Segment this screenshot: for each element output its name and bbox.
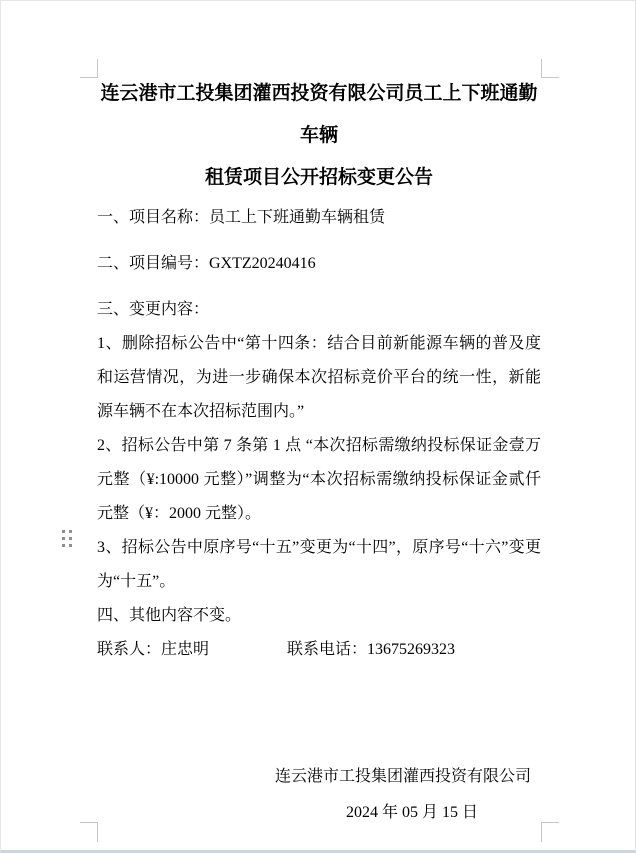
crop-mark-bottom-right-icon (541, 822, 559, 842)
crop-mark-top-left-icon (80, 59, 98, 78)
project-name-line: 一、项目名称：员工上下班通勤车辆租赁 (97, 209, 386, 226)
contact-phone: 联系电话：13675269323 (287, 641, 456, 658)
signature-block (97, 759, 541, 831)
document-body (97, 201, 541, 667)
document-content (97, 1, 541, 831)
title-line-1: 连云港市工投集团灌西投资有限公司员工上下班通勤车辆 (100, 83, 538, 146)
other-content-line: 四、其他内容不变。 (97, 607, 242, 624)
signature-date: 2024 年 05 月 15 日 (345, 804, 478, 821)
contact-line (97, 633, 541, 667)
document-title (97, 73, 541, 199)
project-number-line: 二、项目编号：GXTZ20240416 (97, 255, 316, 272)
change-item-3: 3、招标公告中原序号“十五”变更为“十四”，原序号“十六”变更为“十五”。 (97, 539, 541, 590)
contact-person: 联系人：庄忠明 (97, 641, 210, 658)
drag-handle-icon[interactable] (62, 530, 72, 547)
title-line-2: 租赁项目公开招标变更公告 (204, 167, 433, 188)
crop-mark-top-right-icon (541, 59, 559, 78)
change-item-1: 1、删除招标公告中“第十四条：结合目前新能源车辆的普及度和运营情况，为进一步确保本次招标竞价平台的统一性，新能源车辆不在本次招标范围内。” (97, 335, 541, 420)
signature-company: 连云港市工投集团灌西投资有限公司 (274, 768, 531, 785)
change-item-2: 2、招标公告中第 7 条第 1 点 “本次招标需缴纳投标保证金壹万元整（¥:10000 元整）”调整为“本次招标需缴纳投标保证金贰仟元整（¥：2000 元整）。 (97, 437, 541, 522)
change-content-heading: 三、变更内容： (97, 301, 210, 318)
crop-mark-bottom-left-icon (80, 822, 98, 842)
